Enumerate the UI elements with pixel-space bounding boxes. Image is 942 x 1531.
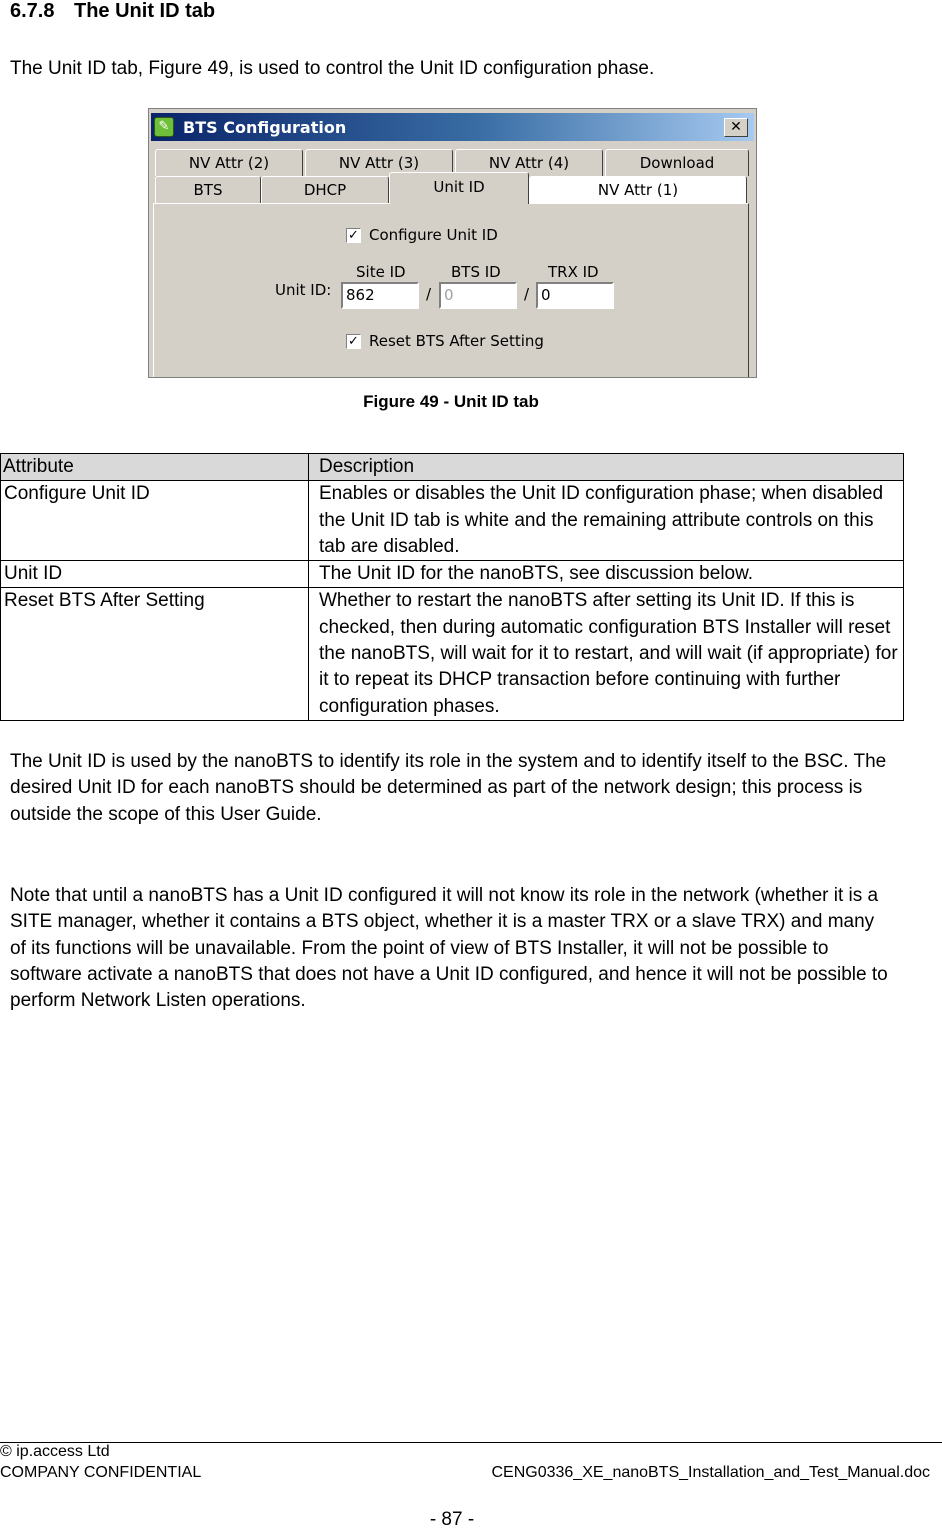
separator-1: /: [426, 285, 432, 303]
reset-bts-checkbox[interactable]: ✓: [346, 334, 361, 349]
app-icon: ✎: [154, 117, 174, 137]
bts-id-label: BTS ID: [451, 263, 501, 281]
tab-nv-attr-3[interactable]: NV Attr (3): [305, 149, 453, 176]
header-attribute: Attribute: [1, 454, 309, 481]
header-description: Description: [309, 454, 904, 481]
figure-caption: Figure 49 - Unit ID tab: [363, 392, 539, 411]
footer-copyright: © ip.access Ltd: [0, 1443, 110, 1460]
intro-paragraph: The Unit ID tab, Figure 49, is used to control the Unit ID configuration phase.: [10, 58, 655, 79]
description-cell: Enables or disables the Unit ID configuration phase; when disabled the Unit ID tab is white and the remaining attribute controls on this tab are disabled.: [309, 481, 904, 561]
bts-configuration-window: [148, 108, 757, 378]
tab-dhcp[interactable]: DHCP: [261, 176, 389, 203]
site-id-label: Site ID: [356, 263, 406, 281]
tab-unit-id[interactable]: Unit ID: [389, 172, 529, 204]
unit-id-panel: [153, 203, 749, 378]
description-cell: Whether to restart the nanoBTS after setting its Unit ID. If this is checked, then during automatic configuration BTS Installer will reset the nanoBTS, will wait for it to restart, and will wait (if appropriate) for it to repeat its DHCP transaction before continuing with further configuration phases.: [309, 588, 904, 720]
bts-id-field[interactable]: 0: [439, 282, 517, 309]
description-cell: The Unit ID for the nanoBTS, see discussion below.: [309, 561, 904, 588]
configure-unit-id-label: Configure Unit ID: [369, 226, 498, 244]
window-titlebar: [151, 113, 754, 141]
trx-id-field[interactable]: 0: [536, 282, 614, 309]
unit-id-label: Unit ID:: [275, 281, 332, 299]
section-number: 6.7.8: [10, 0, 55, 22]
configure-unit-id-checkbox[interactable]: ✓: [346, 228, 361, 243]
attribute-cell: Configure Unit ID: [1, 481, 309, 561]
section-heading: [10, 0, 215, 23]
attribute-table: [0, 453, 904, 721]
section-title: The Unit ID tab: [74, 0, 216, 22]
tab-nv-attr-4[interactable]: NV Attr (4): [455, 149, 603, 176]
footer-document-name: CENG0336_XE_nanoBTS_Installation_and_Test_Manual.doc: [491, 1464, 930, 1481]
body-paragraph: The Unit ID is used by the nanoBTS to identify its role in the system and to identify itself to the BSC. The desired Unit ID for each nanoBTS should be determined as part of the network design; this process is outside the scope of this User Guide.: [10, 751, 887, 825]
separator-2: /: [524, 285, 530, 303]
tab-nv-attr-2[interactable]: NV Attr (2): [155, 149, 303, 176]
body-paragraph: Note that until a nanoBTS has a Unit ID configured it will not know its role in the network (whether it is a SITE manager, whether it contains a BTS object, whether it is a master TRX or a slave TRX) and many of its functions will be unavailable. From the point of view of BTS Installer, it will not be possible to software activate a nanoBTS that does not have a Unit ID configured, and hence it will not be possible to perform Network Listen operations.: [10, 885, 888, 1012]
footer-confidential: COMPANY CONFIDENTIAL: [0, 1464, 202, 1481]
table-row: [1, 561, 904, 588]
tab-nv-attr-1[interactable]: NV Attr (1): [529, 176, 747, 203]
attribute-cell: Reset BTS After Setting: [1, 588, 309, 720]
attribute-cell: Unit ID: [1, 561, 309, 588]
table-row: [1, 481, 904, 561]
tab-bts[interactable]: BTS: [155, 176, 261, 203]
page-number: - 87 -: [429, 1509, 475, 1530]
trx-id-label: TRX ID: [548, 263, 599, 281]
close-button[interactable]: ✕: [724, 118, 748, 137]
footer-divider: [0, 1442, 942, 1443]
table-row: [1, 588, 904, 720]
table-header-row: [1, 454, 904, 481]
tab-download[interactable]: Download: [605, 149, 749, 176]
site-id-field[interactable]: 862: [341, 282, 419, 309]
reset-bts-label: Reset BTS After Setting: [369, 332, 544, 350]
window-title: BTS Configuration: [183, 118, 347, 137]
